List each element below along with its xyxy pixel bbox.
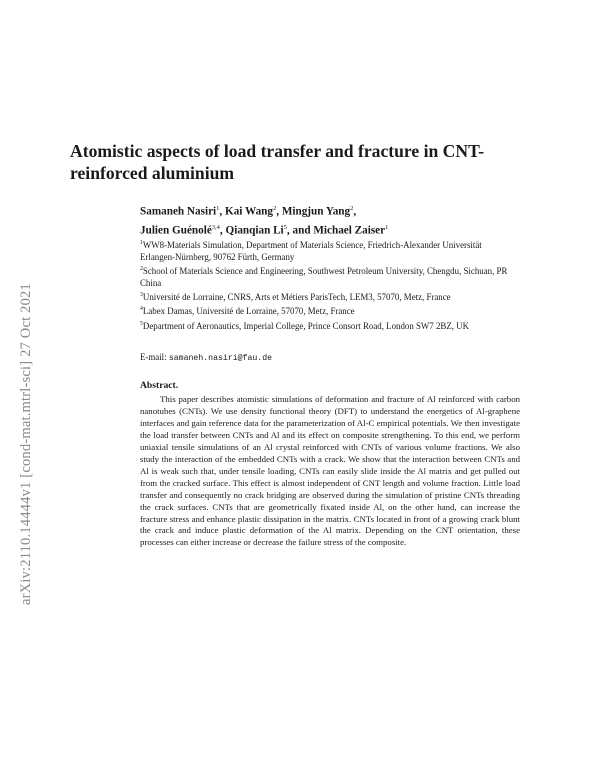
affiliation-list [140, 238, 510, 333]
affiliation-text: WW8-Materials Simulation, Department of Materials Science, Friedrich-Alexander Universität Erlangen-Nürnberg, 90762 Fürth, Germany [140, 239, 482, 262]
affiliation [140, 304, 510, 318]
arxiv-identifier-stamp: arXiv:2110.14444v1 [cond-mat.mtrl-sci] 27 Oct 2021 [18, 283, 34, 605]
author-name: Samaneh Nasiri [140, 205, 217, 218]
author-affiliation-mark: 2 [272, 205, 277, 212]
paper-title: Atomistic aspects of load transfer and fracture in CNT-reinforced aluminium [70, 141, 485, 183]
affiliation [140, 238, 510, 264]
author-separator: , [353, 205, 357, 218]
author-affiliation-mark: 2 [350, 205, 354, 212]
affiliation-text: School of Materials Science and Engineering, Southwest Petroleum University, Chengdu, Sichuan, PR China [140, 266, 508, 288]
affiliation-number: 3 [140, 292, 143, 299]
affiliation-text: Université de Lorraine, CNRS, Arts et Métiers ParisTech, LEM3, 57070, Metz, France [142, 292, 451, 303]
email-address[interactable]: samaneh.nasiri@fau.de [168, 354, 273, 363]
affiliation-text: Labex Damas, Université de Lorraine, 57070, Metz, France [142, 306, 355, 317]
affiliation [140, 319, 510, 333]
author-affiliation-mark: 5 [283, 223, 287, 231]
author-name: Julien Guénolé [140, 224, 212, 237]
author-separator: , [219, 224, 226, 237]
author-name: Mingjun Yang [281, 205, 351, 218]
author-separator: , [276, 205, 282, 218]
email-label: E-mail: [140, 352, 167, 362]
contact-email [140, 352, 272, 363]
affiliation [140, 264, 510, 290]
author-affiliation-mark: 1 [385, 223, 389, 231]
abstract-heading: Abstract. [140, 380, 179, 391]
author-list [140, 201, 540, 238]
affiliation-number: 4 [140, 306, 143, 313]
author-name: Michael Zaiser [313, 224, 386, 237]
author-name: Kai Wang [225, 205, 273, 218]
author-affiliation-mark: 1 [216, 205, 220, 212]
affiliation-number: 5 [140, 320, 143, 327]
abstract-text: This paper describes atomistic simulations of deformation and fracture of Al reinforced with carbon nanotubes (CNTs). We use density functional theory (DFT) to understand the energetics of Al-graphene interfaces and gain reference data for the parameterization of Al-C empirical potentials. We then investigate the load transfer between CNTs and Al and its effect on composite strengthening. To this end, we perform uniaxial tensile simulations of an Al crystal reinforced with CNTs of various volume fractions. We also study the interaction of the embedded CNTs with a crack. We show that the interaction between CNTs and Al is weak such that, under tensile loading, CNTs can easily slide inside the Al matrix and get pulled out from the cracked surface. This effect is almost independent of CNT length and volume fraction. Little load transfer and consequently no crack bridging are observed during the simulation of pristine CNTs threading the crack surfaces. CNTs that are geometrically fixated inside Al, on the other hand, can increase the fracture stress and enhance plastic dissipation in the matrix. CNTs located in front of a growing crack blunt the crack and induce plastic deformation of the Al matrix. Depending on the CNT orientation, these processes can either increase or decrease the failure stress of the composite. [140, 394, 520, 548]
affiliation-number: 1 [140, 240, 143, 246]
author-affiliation-mark: 3,4 [211, 223, 220, 231]
affiliation-text: Department of Aeronautics, Imperial College, Prince Consort Road, London SW7 2BZ, UK [142, 320, 469, 331]
affiliation [140, 290, 510, 304]
author-separator: , and [286, 224, 314, 237]
author-separator: , [219, 205, 225, 218]
affiliation-number: 2 [140, 266, 143, 273]
author-name: Qianqian Li [225, 224, 284, 237]
